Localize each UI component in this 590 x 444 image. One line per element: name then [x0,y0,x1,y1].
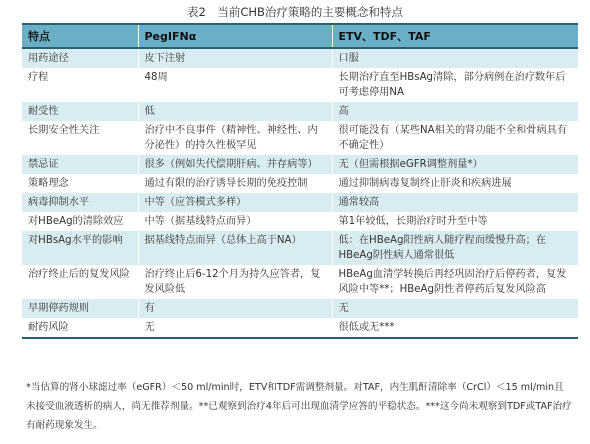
pegifn-cell: 有 [138,299,332,318]
nucleoside-cell: 很可能没有（某些NA相关的肾功能不全和骨病具有不确定性） [332,121,578,155]
table-footnote: *当估算的肾小球滤过率（eGFR）＜50 ml/min时，ETV和TDF需调整剂量。对TAF，内生肌酐清除率（CrCl）＜15 ml/min且未接受血液透析的病人，尚无推荐剂量。**已观察到治疗4年后可出现血清学应答的平稳状态。***这今尚未观察到TDF或TAF治疗有耐药现象发生。 [26,382,572,431]
nucleoside-cell: 通过抑制病毒复制终止肝炎和疾病进展 [332,174,578,193]
table-caption: 表2 当前CHB治疗策略的主要概念和特点 [187,5,403,19]
feature-cell: 禁忌证 [22,155,138,174]
pegifn-cell: 皮下注射 [138,48,332,68]
pegifn-cell: 据基线特点而异（总体上高于NA） [138,231,332,265]
nucleoside-cell: 很低或无*** [332,318,578,338]
header-feature: 特点 [22,24,138,48]
nucleoside-cell: 高 [332,102,578,121]
feature-cell: 对HBeAg的清除效应 [22,212,138,231]
table-row [22,68,578,102]
nucleoside-cell: 口服 [332,48,578,68]
header-pegifn: PegIFNα [138,24,332,48]
table-row [22,48,578,68]
pegifn-cell: 中等（据基线特点而异） [138,212,332,231]
nucleoside-cell: HBeAg血清学转换后再经巩固治疗后停药者，复发风险中等**；HBeAg阴性者停药后复发风险高 [332,265,578,299]
nucleoside-cell: 无 [332,299,578,318]
table-row [22,102,578,121]
feature-cell: 治疗终止后的复发风险 [22,265,138,299]
table-row [22,318,578,338]
table-row [22,299,578,318]
feature-cell: 对HBsAg水平的影响 [22,231,138,265]
feature-cell: 耐药风险 [22,318,138,338]
pegifn-cell: 无 [138,318,332,338]
pegifn-cell: 治疗终止后6-12个月为持久应答者，复发风险低 [138,265,332,299]
nucleoside-cell: 第1年较低，长期治疗时升至中等 [332,212,578,231]
pegifn-cell: 低 [138,102,332,121]
nucleoside-cell: 通常较高 [332,193,578,212]
feature-cell: 早期停药规则 [22,299,138,318]
feature-cell: 长期安全性关注 [22,121,138,155]
table-row [22,121,578,155]
pegifn-cell: 治疗中不良事件（精神性、神经性、内分泌性）的持久性极罕见 [138,121,332,155]
pegifn-cell: 中等（应答模式多样） [138,193,332,212]
feature-cell: 病毒抑制水平 [22,193,138,212]
treatment-comparison-table [22,23,578,339]
table-header-row [22,24,578,48]
pegifn-cell: 很多（例如失代偿期肝病、并存病等） [138,155,332,174]
table-row [22,212,578,231]
table-row [22,193,578,212]
nucleoside-cell: 低：在HBeAg阳性病人随疗程而缓慢升高；在HBeAg阴性病人通常很低 [332,231,578,265]
table-row [22,231,578,265]
pegifn-cell: 48周 [138,68,332,102]
pegifn-cell: 通过有限的治疗诱导长期的免疫控制 [138,174,332,193]
feature-cell: 耐受性 [22,102,138,121]
feature-cell: 用药途径 [22,48,138,68]
feature-cell: 疗程 [22,68,138,102]
header-nucleoside: ETV、TDF、TAF [332,24,578,48]
table-row [22,174,578,193]
table-row [22,155,578,174]
table-row [22,265,578,299]
feature-cell: 策略理念 [22,174,138,193]
nucleoside-cell: 长期治疗直至HBsAg清除，部分病例在治疗数年后可考虑停用NA [332,68,578,102]
nucleoside-cell: 无（但需根据eGFR调整剂量*） [332,155,578,174]
